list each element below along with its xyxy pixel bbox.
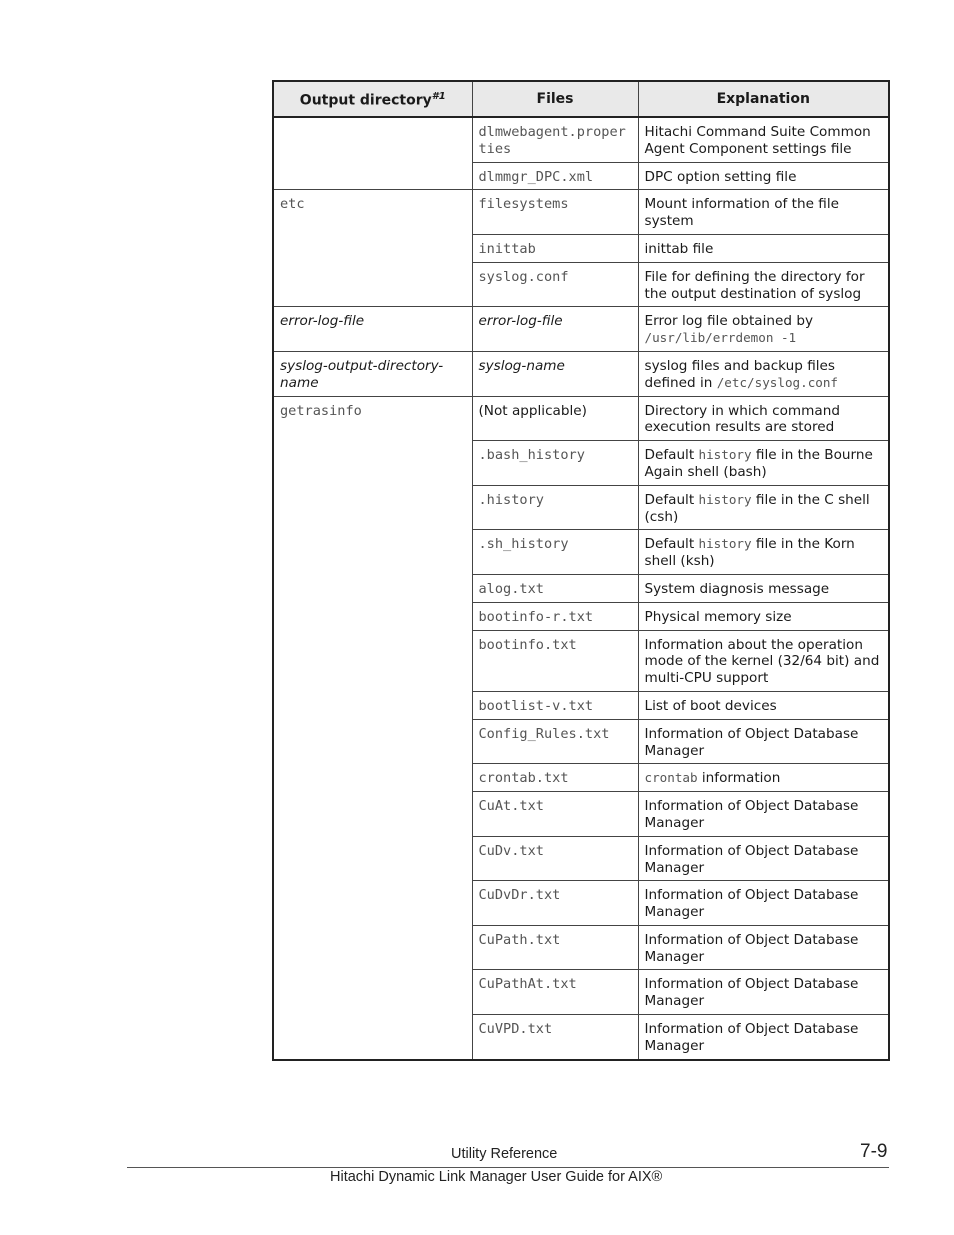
file-cell: .sh_history [472,530,638,575]
explanation-cell: DPC option setting file [638,162,889,190]
dir-cell: etc [273,190,472,307]
header-files: Files [472,81,638,117]
file-cell: (Not applicable) [472,396,638,441]
explanation-cell: Information of Object Database Manager [638,1015,889,1060]
table-row [273,190,889,235]
explanation-cell: crontab information [638,764,889,792]
file-cell: bootlist-v.txt [472,691,638,719]
dir-cell [273,117,472,190]
file-cell: CuDv.txt [472,836,638,881]
explanation-cell: Information of Object Database Manager [638,970,889,1015]
file-cell: bootinfo-r.txt [472,602,638,630]
explanation-cell: Information of Object Database Manager [638,836,889,881]
header-explanation: Explanation [638,81,889,117]
file-cell: Config_Rules.txt [472,719,638,764]
explanation-cell: Default history file in the Bourne Again shell (bash) [638,441,889,486]
file-cell: CuPathAt.txt [472,970,638,1015]
footer-section-title: Utility Reference [451,1146,558,1162]
file-cell: alog.txt [472,574,638,602]
explanation-cell: Default history file in the C shell (csh) [638,485,889,530]
page-number: 7-9 [860,1141,888,1162]
explanation-cell: Information of Object Database Manager [638,925,889,970]
file-cell: filesystems [472,190,638,235]
dir-cell: error-log-file [273,307,472,352]
errdemon-command: /usr/lib/errdemon -1 [644,330,797,346]
table-row [273,117,889,162]
dir-cell: syslog-output-directory-name [273,351,472,396]
explanation-cell: Information of Object Database Manager [638,792,889,837]
explanation-cell: Error log file obtained by /usr/lib/errdemon -1 [638,307,889,352]
dir-cell: getrasinfo [273,396,472,1060]
file-cell: CuVPD.txt [472,1015,638,1060]
explanation-cell: Physical memory size [638,602,889,630]
file-cell: syslog-name [472,351,638,396]
syslog-conf-path: /etc/syslog.conf [716,374,839,390]
file-cell: syslog.conf [472,262,638,307]
explanation-cell: System diagnosis message [638,574,889,602]
header-output-directory: Output directory$^{\#1}$ [273,81,472,117]
file-cell: dlmwebagent.properties [472,117,638,162]
file-list-table [272,80,890,1061]
file-cell: CuPath.txt [472,925,638,970]
table-header-row [273,81,889,117]
file-cell: .bash_history [472,441,638,486]
explanation-cell: Information about the operation mode of the kernel (32/64 bit) and multi-CPU support [638,630,889,691]
explanation-cell: Hitachi Command Suite Common Agent Component settings file [638,117,889,162]
explanation-cell: inittab file [638,234,889,262]
table-row [273,351,889,396]
explanation-cell: Information of Object Database Manager [638,881,889,926]
explanation-cell: syslog files and backup files defined in /etc/syslog.conf [638,351,889,396]
footer-divider [127,1167,889,1168]
explanation-cell: File for defining the directory for the output destination of syslog [638,262,889,307]
explanation-cell: Information of Object Database Manager [638,719,889,764]
table-row [273,307,889,352]
table-row [273,396,889,441]
explanation-cell: Directory in which command execution results are stored [638,396,889,441]
file-cell: CuAt.txt [472,792,638,837]
explanation-cell: Mount information of the file system [638,190,889,235]
footer-book-title: Hitachi Dynamic Link Manager User Guide for AIX® [330,1169,663,1185]
header-footnote-mark: #1 [431,90,446,102]
file-cell: error-log-file [472,307,638,352]
file-cell: bootinfo.txt [472,630,638,691]
file-cell: inittab [472,234,638,262]
file-cell: dlmmgr_DPC.xml [472,162,638,190]
explanation-cell: List of boot devices [638,691,889,719]
file-cell: crontab.txt [472,764,638,792]
file-cell: CuDvDr.txt [472,881,638,926]
file-cell: .history [472,485,638,530]
explanation-cell: Default history file in the Korn shell (ksh) [638,530,889,575]
